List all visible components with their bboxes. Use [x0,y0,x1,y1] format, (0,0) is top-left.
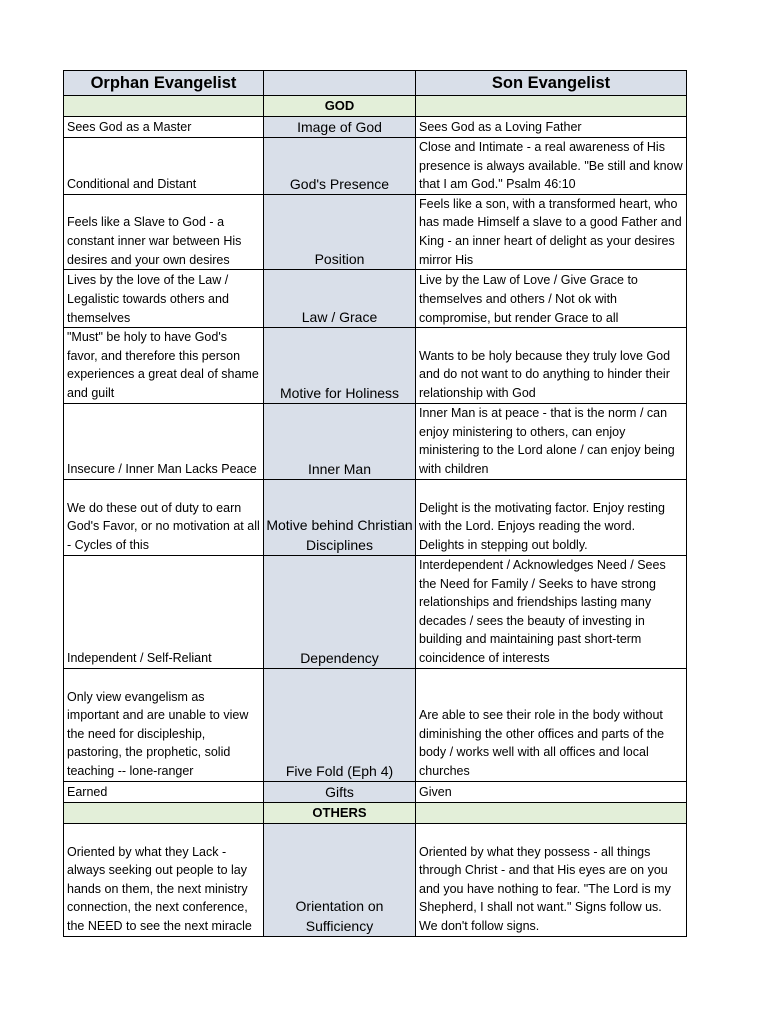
orphan-cell: We do these out of duty to earn God's Favor, or no motivation at all - Cycles of this [64,479,264,555]
son-cell: Live by the Law of Love / Give Grace to themselves and others / Not ok with compromise, but render Grace to all [416,270,687,328]
section-title-others: OTHERS [264,802,416,823]
category-cell: Dependency [264,555,416,668]
orphan-cell: Feels like a Slave to God - a constant inner war between His desires and your own desires [64,194,264,269]
table-row [64,555,687,668]
section-row-others [64,802,687,823]
orphan-cell: Oriented by what they Lack - always seeking out people to lay hands on them, the next ministry connection, the next conference, the NEED to see the next miracle [64,823,264,936]
section-empty-left [64,802,264,823]
son-cell: Close and Intimate - a real awareness of His presence is always available. "Be still and know that I am God." Psalm 46:10 [416,138,687,195]
comparison-table [63,70,687,937]
orphan-cell: Sees God as a Master [64,117,264,138]
table-row [64,194,687,269]
son-cell: Feels like a son, with a transformed heart, who has made Himself a slave to a good Father and King - an inner heart of delight as your desires mirror His [416,194,687,269]
header-orphan: Orphan Evangelist [64,71,264,96]
category-cell: God's Presence [264,138,416,195]
section-empty-right [416,802,687,823]
category-cell: Five Fold (Eph 4) [264,668,416,781]
category-cell: Gifts [264,781,416,802]
section-title-god: GOD [264,96,416,117]
table-row [64,479,687,555]
table-row [64,117,687,138]
section-row-god [64,96,687,117]
table-row [64,668,687,781]
son-cell: Interdependent / Acknowledges Need / Sees the Need for Family / Seeks to have strong relationships and friendships lasting many decades / sees the beauty of investing in building and maintaining past short-term coincidence of interests [416,555,687,668]
category-cell: Inner Man [264,403,416,479]
category-cell: Motive for Holiness [264,328,416,403]
son-cell: Oriented by what they possess - all things through Christ - and that His eyes are on you and you have nothing to fear. "The Lord is my Shepherd, I shall not want." Signs follow us. We don't follow signs. [416,823,687,936]
table-row [64,781,687,802]
category-cell: Law / Grace [264,270,416,328]
orphan-cell: "Must" be holy to have God's favor, and therefore this person experiences a great deal of shame and guilt [64,328,264,403]
table-row [64,270,687,328]
son-cell: Delight is the motivating factor. Enjoy resting with the Lord. Enjoys reading the word. Delights in stepping out boldly. [416,479,687,555]
table-row [64,138,687,195]
orphan-cell: Insecure / Inner Man Lacks Peace [64,403,264,479]
category-cell: Position [264,194,416,269]
orphan-cell: Earned [64,781,264,802]
section-empty-left [64,96,264,117]
orphan-cell: Conditional and Distant [64,138,264,195]
section-empty-right [416,96,687,117]
category-cell: Orientation on Sufficiency [264,823,416,936]
header-row [64,71,687,96]
orphan-cell: Only view evangelism as important and are unable to view the need for discipleship, pastoring, the prophetic, solid teaching -- lone-ranger [64,668,264,781]
son-cell: Inner Man is at peace - that is the norm / can enjoy ministering to others, can enjoy ministering to the Lord alone / can enjoy being with children [416,403,687,479]
category-cell: Motive behind Christian Disciplines [264,479,416,555]
table-row [64,823,687,936]
table-row [64,328,687,403]
son-cell: Are able to see their role in the body without diminishing the other offices and parts of the body / works well with all offices and local churches [416,668,687,781]
orphan-cell: Lives by the love of the Law / Legalistic towards others and themselves [64,270,264,328]
son-cell: Wants to be holy because they truly love God and do not want to do anything to hinder their relationship with God [416,328,687,403]
son-cell: Given [416,781,687,802]
orphan-cell: Independent / Self-Reliant [64,555,264,668]
header-middle [264,71,416,96]
son-cell: Sees God as a Loving Father [416,117,687,138]
category-cell: Image of God [264,117,416,138]
header-son: Son Evangelist [416,71,687,96]
table-row [64,403,687,479]
